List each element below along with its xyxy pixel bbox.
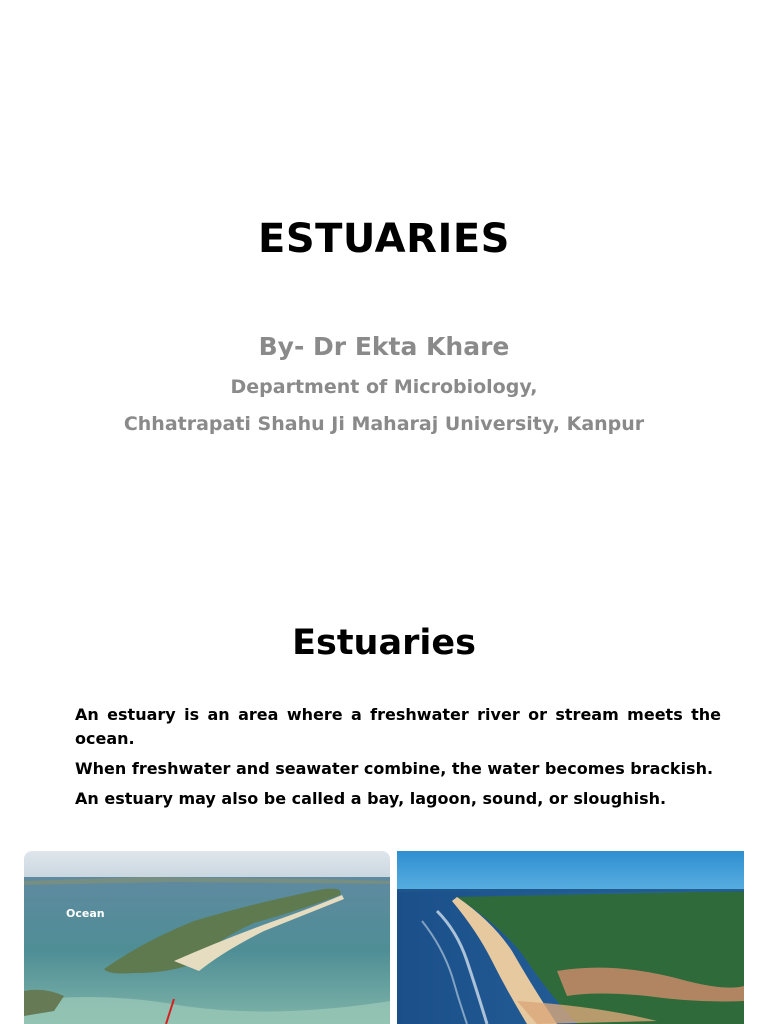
content-slide	[0, 575, 768, 1024]
paragraph: An estuary is an area where a freshwater river or stream meets the ocean.	[75, 705, 721, 748]
estuary-aerial-photo-right	[397, 851, 744, 1024]
aerial-photo-image	[24, 851, 390, 1024]
slide-body	[75, 703, 721, 817]
department-line: Department of Microbiology,	[230, 376, 538, 398]
slide-title: ESTUARIES	[258, 216, 510, 262]
aerial-photo-image	[397, 851, 744, 1024]
university-line: Chhatrapati Shahu Ji Maharaj University, Kanpur	[123, 413, 645, 435]
slide-title: Estuaries	[292, 623, 476, 663]
estuary-aerial-photo-left	[24, 851, 390, 1024]
ocean-label: Ocean	[66, 907, 105, 920]
paragraph: An estuary may also be called a bay, lagoon, sound, or sloughish.	[75, 789, 667, 808]
paragraph: When freshwater and seawater combine, the water becomes brackish.	[75, 759, 714, 778]
author-line: By- Dr Ekta Khare	[258, 332, 510, 361]
